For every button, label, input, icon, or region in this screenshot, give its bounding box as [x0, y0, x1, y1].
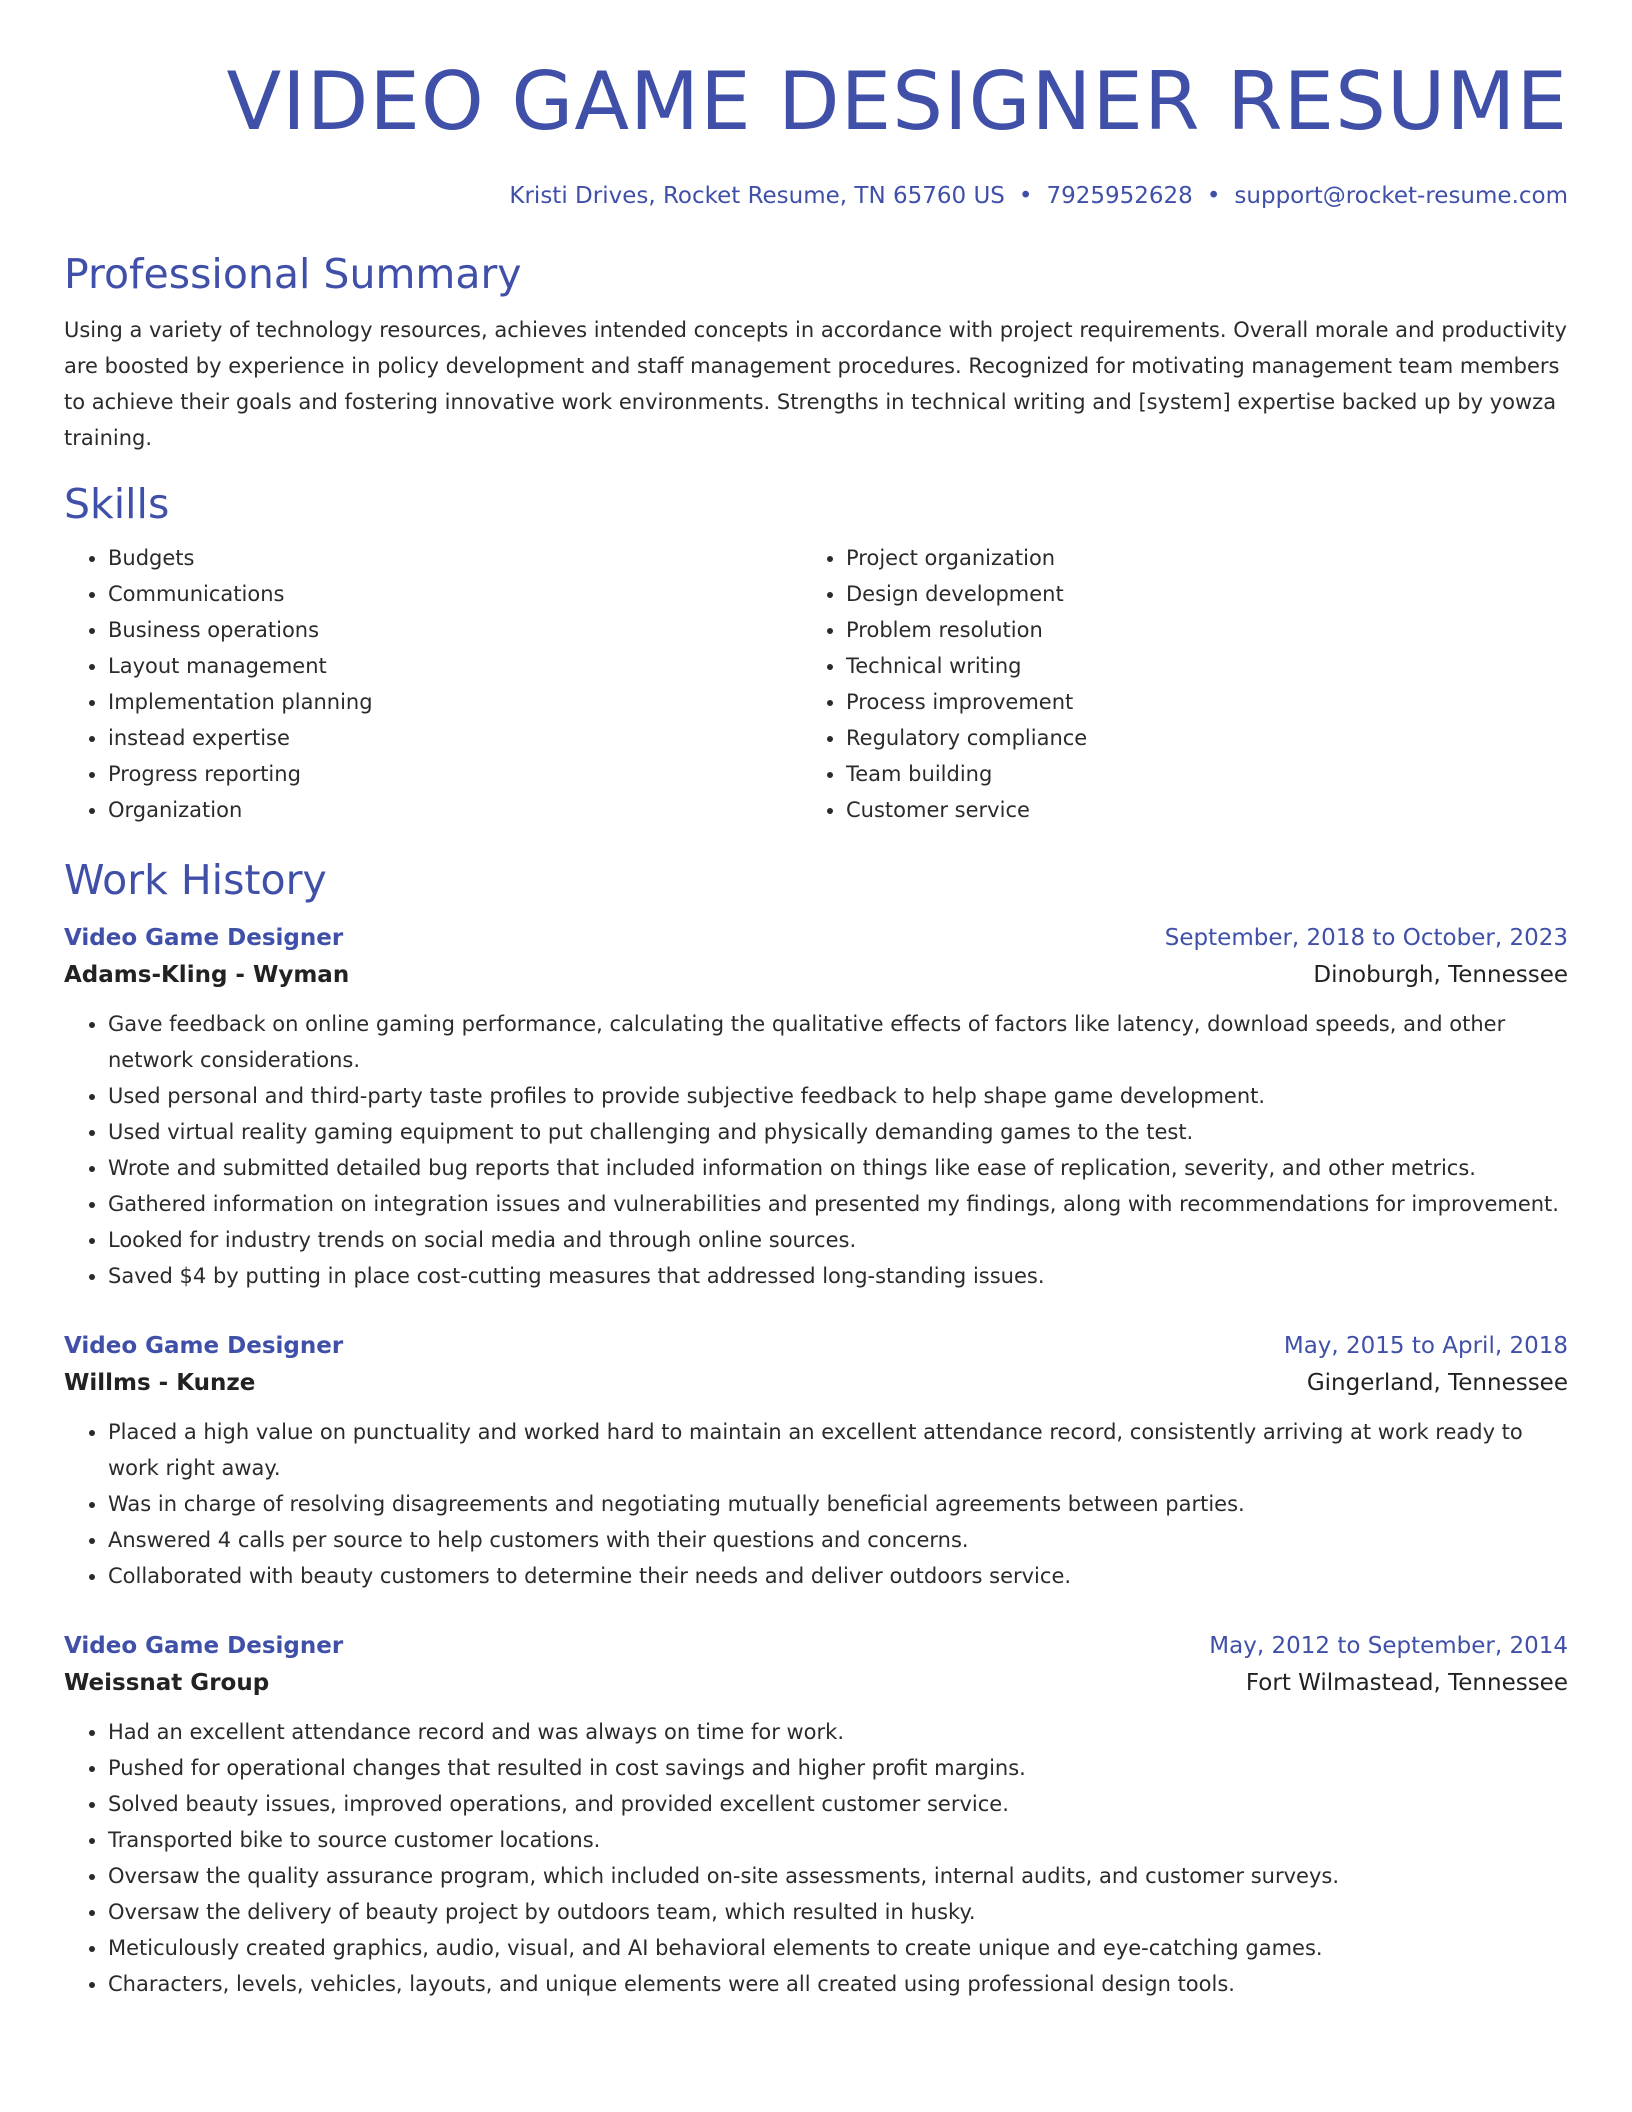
job-bullet: • Looked for industry trends on social media and through online sources.	[108, 1222, 1568, 1258]
contact-separator: •	[1018, 183, 1033, 209]
job-company: Weissnat Group	[64, 1670, 270, 1696]
job-dates: May, 2012 to September, 2014	[1209, 1633, 1568, 1659]
skill-item: • Design development	[846, 576, 1568, 612]
job-company: Adams-Kling - Wyman	[64, 962, 350, 988]
job-title: Video Game Designer	[64, 925, 344, 951]
job-title-row	[64, 1628, 1568, 1664]
job-bullet: • Gathered information on integration issues and vulnerabilities and presented my findings, along with recommendations for improvement.	[108, 1186, 1568, 1222]
job-bullet: • Oversaw the delivery of beauty project by outdoors team, which resulted in husky.	[108, 1894, 1568, 1930]
job-bullet: • Used personal and third-party taste profiles to provide subjective feedback to help shape game development.	[108, 1078, 1568, 1114]
job-entry	[64, 920, 1568, 1294]
skill-item: • instead expertise	[108, 720, 802, 756]
skills-heading: Skills	[64, 480, 170, 528]
contact-address: Kristi Drives, Rocket Resume, TN 65760 US	[509, 183, 1005, 209]
job-bullet: • Had an excellent attendance record and was always on time for work.	[108, 1714, 1568, 1750]
job-bullets	[64, 1714, 1568, 2002]
work-history-heading: Work History	[64, 856, 327, 904]
page-title: VIDEO GAME DESIGNER RESUME	[226, 55, 1568, 148]
summary-text: Using a variety of technology resources, achieves intended concepts in accordance with project requirements. Overall morale and productivity are boosted by experience in policy development and staff management procedures. Recognized for motivating management team members to achieve their goals and fostering innovative work environments. Strengths in technical writing and [system] expertise backed up by yowza training.	[64, 318, 1567, 450]
contact-phone: 7925952628	[1046, 183, 1193, 209]
job-bullet: • Was in charge of resolving disagreements and negotiating mutually beneficial agreements between parties.	[108, 1486, 1568, 1522]
job-company: Willms - Kunze	[64, 1370, 256, 1396]
skill-item: • Technical writing	[846, 648, 1568, 684]
job-entry	[64, 1628, 1568, 2002]
skill-item: • Layout management	[108, 648, 802, 684]
job-title-row	[64, 1328, 1568, 1364]
job-bullet: • Characters, levels, vehicles, layouts, and unique elements were all created using professional design tools.	[108, 1966, 1568, 2002]
job-company-row	[64, 1364, 1568, 1402]
skill-item: • Communications	[108, 576, 802, 612]
skill-item: • Implementation planning	[108, 684, 802, 720]
job-bullet: • Saved $4 by putting in place cost-cutting measures that addressed long-standing issues.	[108, 1258, 1568, 1294]
summary-heading: Professional Summary	[64, 250, 522, 298]
job-bullet: • Solved beauty issues, improved operations, and provided excellent customer service.	[108, 1786, 1568, 1822]
skills-column-left	[64, 540, 802, 828]
job-company-row	[64, 1664, 1568, 1702]
job-bullet: • Meticulously created graphics, audio, visual, and AI behavioral elements to create unique and eye-catching games.	[108, 1930, 1568, 1966]
contact-separator: •	[1206, 183, 1221, 209]
job-bullet: • Transported bike to source customer locations.	[108, 1822, 1568, 1858]
job-bullet: • Gave feedback on online gaming performance, calculating the qualitative effects of factors like latency, download speeds, and other network considerations.	[108, 1006, 1568, 1078]
skills-list	[64, 540, 1568, 828]
job-title-row	[64, 920, 1568, 956]
skills-column-right	[802, 540, 1568, 828]
skill-item: • Project organization	[846, 540, 1568, 576]
skill-item: • Process improvement	[846, 684, 1568, 720]
job-dates: September, 2018 to October, 2023	[1164, 925, 1568, 951]
job-location: Gingerland, Tennessee	[1306, 1370, 1568, 1396]
job-bullet: • Placed a high value on punctuality and worked hard to maintain an excellent attendance record, consistently arriving at work ready to work right away.	[108, 1414, 1568, 1486]
job-bullet: • Wrote and submitted detailed bug reports that included information on things like ease of replication, severity, and other metrics.	[108, 1150, 1568, 1186]
job-location: Dinoburgh, Tennessee	[1313, 962, 1568, 988]
skill-item: • Organization	[108, 792, 802, 828]
skill-item: • Customer service	[846, 792, 1568, 828]
job-bullets	[64, 1006, 1568, 1294]
skill-item: • Business operations	[108, 612, 802, 648]
skill-item: • Problem resolution	[846, 612, 1568, 648]
skill-item: • Budgets	[108, 540, 802, 576]
job-company-row	[64, 956, 1568, 994]
skill-item: • Progress reporting	[108, 756, 802, 792]
skill-item: • Team building	[846, 756, 1568, 792]
contact-line	[64, 180, 1568, 212]
job-title: Video Game Designer	[64, 1633, 344, 1659]
job-title: Video Game Designer	[64, 1333, 344, 1359]
job-bullet: • Answered 4 calls per source to help customers with their questions and concerns.	[108, 1522, 1568, 1558]
skill-item: • Regulatory compliance	[846, 720, 1568, 756]
job-bullets	[64, 1414, 1568, 1594]
job-dates: May, 2015 to April, 2018	[1283, 1333, 1568, 1359]
job-entry	[64, 1328, 1568, 1594]
contact-email: support@rocket-resume.com	[1234, 183, 1568, 209]
job-bullet: • Collaborated with beauty customers to determine their needs and deliver outdoors service.	[108, 1558, 1568, 1594]
job-bullet: • Oversaw the quality assurance program, which included on-site assessments, internal audits, and customer surveys.	[108, 1858, 1568, 1894]
job-location: Fort Wilmastead, Tennessee	[1245, 1670, 1568, 1696]
job-bullet: • Used virtual reality gaming equipment to put challenging and physically demanding games to the test.	[108, 1114, 1568, 1150]
job-bullet: • Pushed for operational changes that resulted in cost savings and higher profit margins.	[108, 1750, 1568, 1786]
